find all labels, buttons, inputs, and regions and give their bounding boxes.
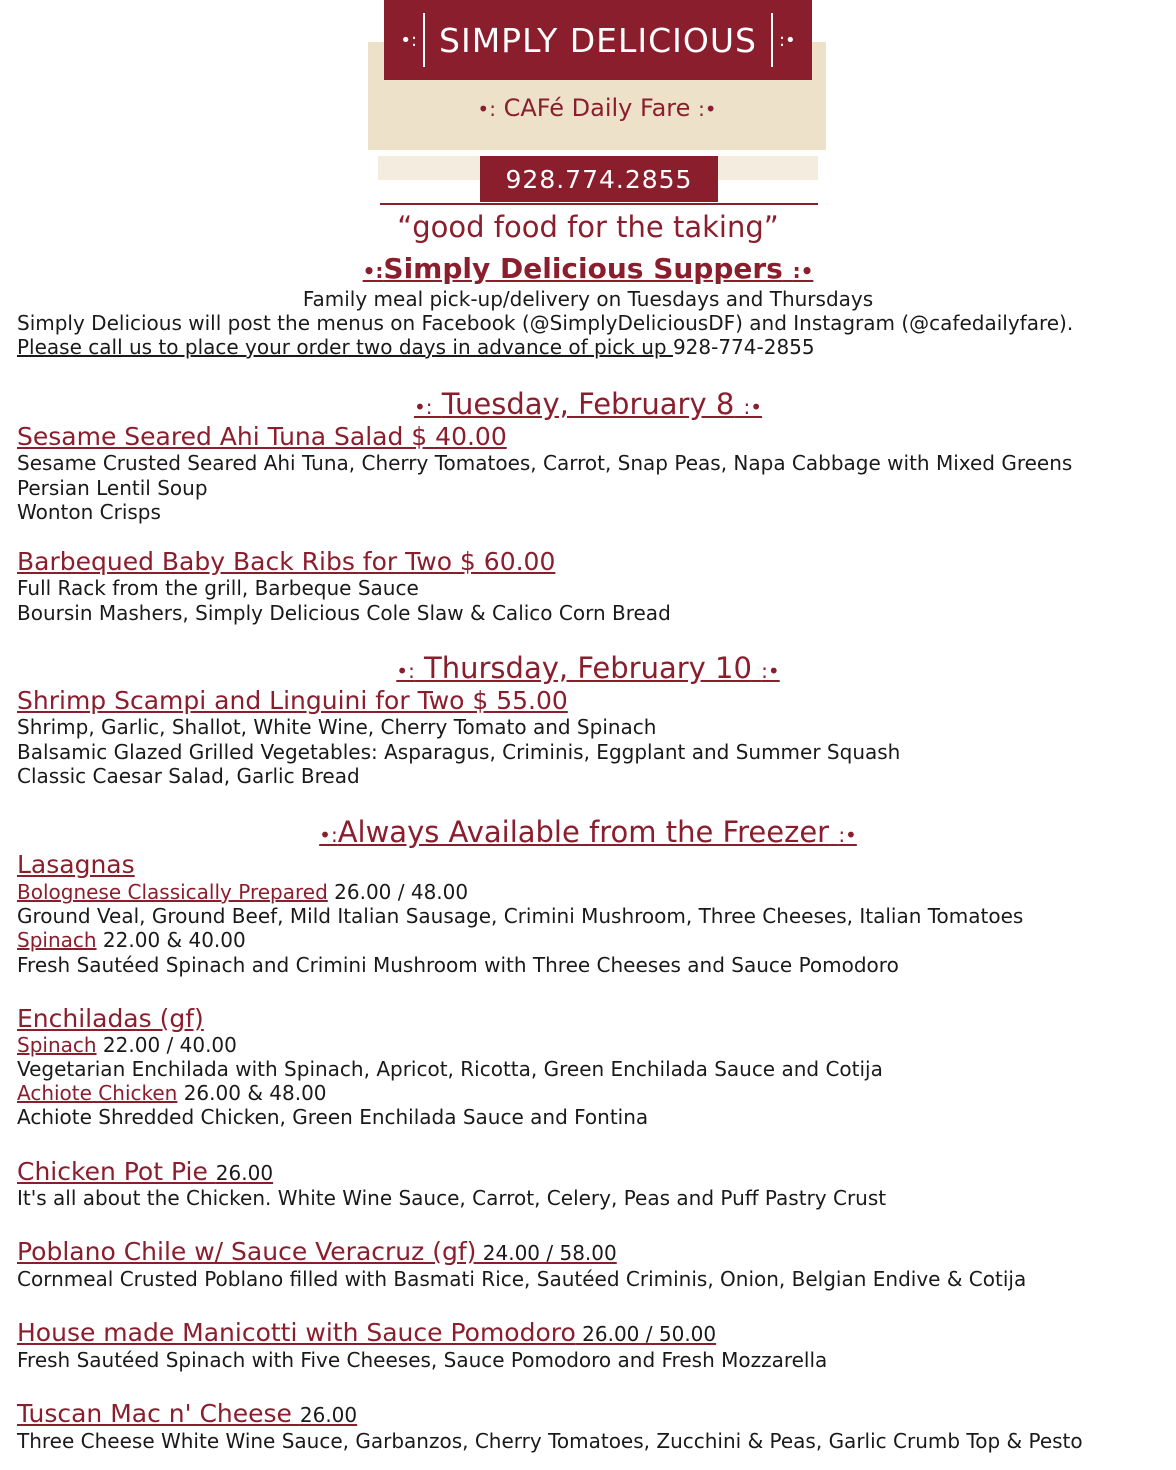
menu-item-title[interactable]: Poblano Chile w/ Sauce Veracruz (gf) — [17, 1237, 477, 1266]
ornament-icon: •: — [400, 29, 418, 51]
day-heading-text: Thursday, February 10 — [424, 651, 752, 685]
ornament-icon: •: — [319, 823, 338, 847]
ornament-icon: :• — [792, 259, 814, 283]
variant-desc: Vegetarian Enchilada with Spinach, Apricot, Ricotta, Green Enchilada Sauce and Cotija — [17, 1057, 883, 1081]
order-note: Please call us to place your order two days in advance of pick up — [17, 335, 673, 359]
menu-item-desc: Cornmeal Crusted Poblano filled with Basmati Rice, Sautéed Criminis, Onion, Belgian Endive & Cotija — [17, 1267, 1027, 1291]
menu-item-price: 26.00 — [215, 1161, 274, 1185]
variant-link[interactable]: Bolognese Classically Prepared — [17, 880, 328, 904]
logo-subtitle — [368, 94, 826, 122]
ornament-icon: :• — [761, 659, 780, 683]
divider — [771, 13, 773, 67]
menu-item-title[interactable]: Sesame Seared Ahi Tuna Salad $ 40.00 — [17, 422, 507, 451]
order-phone[interactable]: 928-774-2855 — [672, 335, 815, 359]
menu-item-desc: Persian Lentil Soup — [17, 476, 208, 500]
ornament-icon: :• — [778, 29, 796, 51]
ornament-icon: :• — [698, 97, 717, 121]
variant-link[interactable]: Spinach — [17, 1033, 97, 1057]
menu-item-desc: Balsamic Glazed Grilled Vegetables: Asparagus, Criminis, Eggplant and Summer Squash — [17, 740, 901, 764]
menu-item-title[interactable]: Chicken Pot Pie — [17, 1157, 216, 1186]
menu-item-desc: Classic Caesar Salad, Garlic Bread — [17, 764, 360, 788]
ornament-icon: •: — [477, 97, 496, 121]
intro-line: Simply Delicious will post the menus on Facebook (@SimplyDeliciousDF) and Instagram (@cafedailyfare). — [17, 311, 1074, 335]
menu-item-desc: It's all about the Chicken. White Wine Sauce, Carrot, Celery, Peas and Puff Pastry Crust — [17, 1186, 887, 1210]
logo-title-box — [384, 0, 812, 80]
menu-item-row — [17, 1157, 273, 1186]
suppers-heading-text: Simply Delicious Suppers — [383, 252, 783, 285]
phone-number[interactable]: 928.774.2855 — [480, 156, 718, 202]
ornament-icon: •: — [413, 395, 433, 419]
variant-price: 22.00 & 40.00 — [96, 928, 246, 952]
ornament-icon: :• — [838, 823, 857, 847]
menu-item-row — [17, 1318, 716, 1347]
variant-desc: Ground Veal, Ground Beef, Mild Italian Sausage, Crimini Mushroom, Three Cheeses, Italian Tomatoes — [17, 904, 1024, 928]
logo — [368, 0, 828, 210]
lasagna-variant — [17, 928, 246, 952]
logo-subtitle-text: CAFé Daily Fare — [503, 94, 691, 122]
lasagna-variant — [17, 880, 468, 904]
enchiladas-title[interactable]: Enchiladas (gf) — [17, 1004, 204, 1033]
lasagnas-title[interactable]: Lasagnas — [17, 850, 135, 879]
day-heading-text: Tuesday, February 8 — [441, 387, 735, 421]
intro-line: Family meal pick-up/delivery on Tuesdays and Thursdays — [302, 287, 874, 311]
menu-item-title[interactable]: House made Manicotti with Sauce Pomodoro — [17, 1318, 576, 1347]
menu-item-title[interactable]: Barbequed Baby Back Ribs for Two $ 60.00 — [17, 547, 556, 576]
menu-item-title[interactable]: Tuscan Mac n' Cheese — [17, 1399, 300, 1428]
variant-price: 22.00 / 40.00 — [96, 1033, 237, 1057]
logo-title: SIMPLY DELICIOUS — [439, 20, 757, 60]
variant-link[interactable]: Achiote Chicken — [17, 1081, 178, 1105]
menu-item-desc: Full Rack from the grill, Barbeque Sauce — [17, 576, 419, 600]
ornament-icon: :• — [743, 395, 763, 419]
menu-item-desc: Boursin Mashers, Simply Delicious Cole Slaw & Calico Corn Bread — [17, 601, 671, 625]
menu-item-price: 26.00 — [299, 1403, 358, 1427]
menu-item-row — [17, 1399, 357, 1428]
divider — [380, 203, 818, 205]
freezer-heading-text: Always Available from the Freezer — [337, 815, 830, 849]
day-heading-thursday — [0, 651, 1176, 685]
menu-item-price: 26.00 / 50.00 — [575, 1322, 717, 1346]
menu-item-desc: Wonton Crisps — [17, 500, 161, 524]
menu-item-desc: Shrimp, Garlic, Shallot, White Wine, Cherry Tomato and Spinach — [17, 715, 657, 739]
variant-desc: Fresh Sautéed Spinach and Crimini Mushroom with Three Cheeses and Sauce Pomodoro — [17, 953, 899, 977]
intro-line — [17, 335, 815, 359]
ornament-icon: •: — [396, 659, 415, 683]
menu-item-price: 24.00 / 58.00 — [476, 1241, 617, 1265]
enchilada-variant — [17, 1081, 327, 1105]
variant-price: 26.00 & 48.00 — [177, 1081, 327, 1105]
ornament-icon: •: — [362, 259, 384, 283]
menu-item-desc: Fresh Sautéed Spinach with Five Cheeses, Sauce Pomodoro and Fresh Mozzarella — [17, 1348, 828, 1372]
variant-link[interactable]: Spinach — [17, 928, 97, 952]
divider — [423, 13, 425, 67]
tagline: “good food for the taking” — [397, 210, 779, 244]
variant-price: 26.00 / 48.00 — [327, 880, 469, 904]
freezer-heading — [0, 815, 1176, 849]
suppers-heading — [0, 252, 1176, 285]
menu-item-desc: Sesame Crusted Seared Ahi Tuna, Cherry Tomatoes, Carrot, Snap Peas, Napa Cabbage with Mixed Greens — [17, 451, 1073, 475]
menu-item-title[interactable]: Shrimp Scampi and Linguini for Two $ 55.00 — [17, 686, 568, 715]
day-heading-tuesday — [0, 387, 1176, 421]
variant-desc: Achiote Shredded Chicken, Green Enchilada Sauce and Fontina — [17, 1105, 649, 1129]
menu-item-row — [17, 1237, 617, 1266]
menu-item-desc: Three Cheese White Wine Sauce, Garbanzos, Cherry Tomatoes, Zucchini & Peas, Garlic Crumb Top & Pesto — [17, 1429, 1083, 1453]
enchilada-variant — [17, 1033, 237, 1057]
